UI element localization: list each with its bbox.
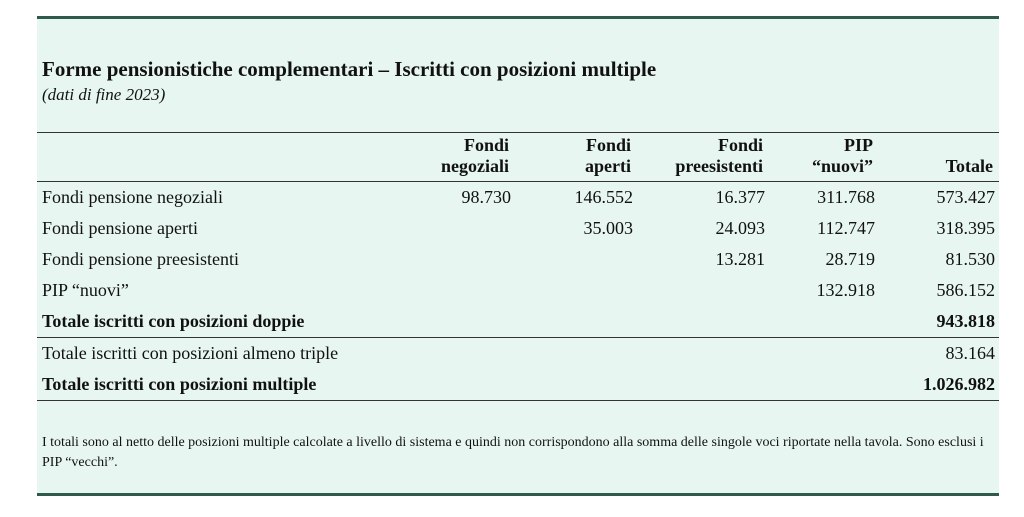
- data-table: [37, 132, 999, 401]
- cell: 132.918: [816, 280, 875, 300]
- header-cell-empty: [37, 133, 420, 182]
- cell: 573.427: [936, 187, 995, 207]
- total-row: [37, 306, 999, 338]
- total-row: [37, 369, 999, 401]
- cell: [420, 306, 515, 338]
- cell: 28.719: [825, 249, 875, 269]
- cell: [515, 275, 637, 306]
- table-subtitle: (dati di fine 2023): [42, 85, 166, 104]
- cell: 318.395: [936, 218, 995, 238]
- table-panel: [37, 16, 999, 496]
- table-row: [37, 275, 999, 306]
- cell: [420, 275, 515, 306]
- cell: 586.152: [936, 280, 995, 300]
- cell: [637, 338, 769, 370]
- cell: 146.552: [574, 187, 633, 207]
- cell: 83.164: [945, 343, 995, 363]
- cell: 13.281: [715, 249, 765, 269]
- row-label: Fondi pensione aperti: [42, 218, 198, 238]
- cell: 112.747: [817, 218, 875, 238]
- cell: [420, 338, 515, 370]
- table-row: [37, 244, 999, 275]
- header-line: Fondi: [585, 135, 631, 155]
- header-line: Fondi: [717, 135, 763, 155]
- cell: [515, 369, 637, 401]
- cell: 943.818: [936, 311, 995, 331]
- cell: 16.377: [715, 187, 765, 207]
- table-title: Forme pensionistiche complementari – Iscritti con posizioni multiple: [42, 57, 657, 81]
- cell: 98.730: [461, 187, 511, 207]
- header-line: preesistenti: [675, 156, 763, 176]
- header-line: aperti: [585, 156, 631, 176]
- cell: [420, 244, 515, 275]
- cell: [420, 213, 515, 244]
- cell: [769, 369, 879, 401]
- row-label: Totale iscritti con posizioni almeno triple: [42, 343, 339, 363]
- header-line: negoziali: [441, 156, 509, 176]
- cell: 1.026.982: [923, 374, 995, 394]
- cell: [637, 306, 769, 338]
- cell: [515, 244, 637, 275]
- cell: [637, 275, 769, 306]
- header-fondi-aperti: [515, 133, 637, 182]
- cell: 24.093: [715, 218, 765, 238]
- header-fondi-preesistenti: [637, 133, 769, 182]
- cell: 35.003: [583, 218, 633, 238]
- header-totale: [879, 133, 999, 182]
- header-row: [37, 133, 999, 182]
- row-label: Totale iscritti con posizioni doppie: [42, 311, 305, 331]
- cell: [769, 306, 879, 338]
- header-line: “nuovi”: [811, 156, 873, 176]
- header-line: Fondi: [463, 135, 509, 155]
- cell: [769, 338, 879, 370]
- header-pip-nuovi: [769, 133, 879, 182]
- table-row: [37, 213, 999, 244]
- row-label: Fondi pensione negoziali: [42, 187, 223, 207]
- cell: 81.530: [945, 249, 995, 269]
- cell: [515, 306, 637, 338]
- table-row: [37, 338, 999, 370]
- row-label: PIP “nuovi”: [42, 280, 129, 300]
- row-label: Totale iscritti con posizioni multiple: [42, 374, 317, 394]
- row-label: Fondi pensione preesistenti: [42, 249, 239, 269]
- header-line: PIP: [844, 135, 873, 155]
- header-fondi-negoziali: [420, 133, 515, 182]
- table-footnote: I totali sono al netto delle posizioni multiple calcolate a livello di sistema e quindi non corrispondono alla somma delle singole voci riportate nella tavola. Sono esclusi i PIP “vecchi”.: [42, 435, 984, 470]
- cell: [637, 369, 769, 401]
- table-row: [37, 182, 999, 214]
- cell: [515, 338, 637, 370]
- cell: [420, 369, 515, 401]
- header-line: Totale: [945, 156, 993, 176]
- cell: 311.768: [817, 187, 875, 207]
